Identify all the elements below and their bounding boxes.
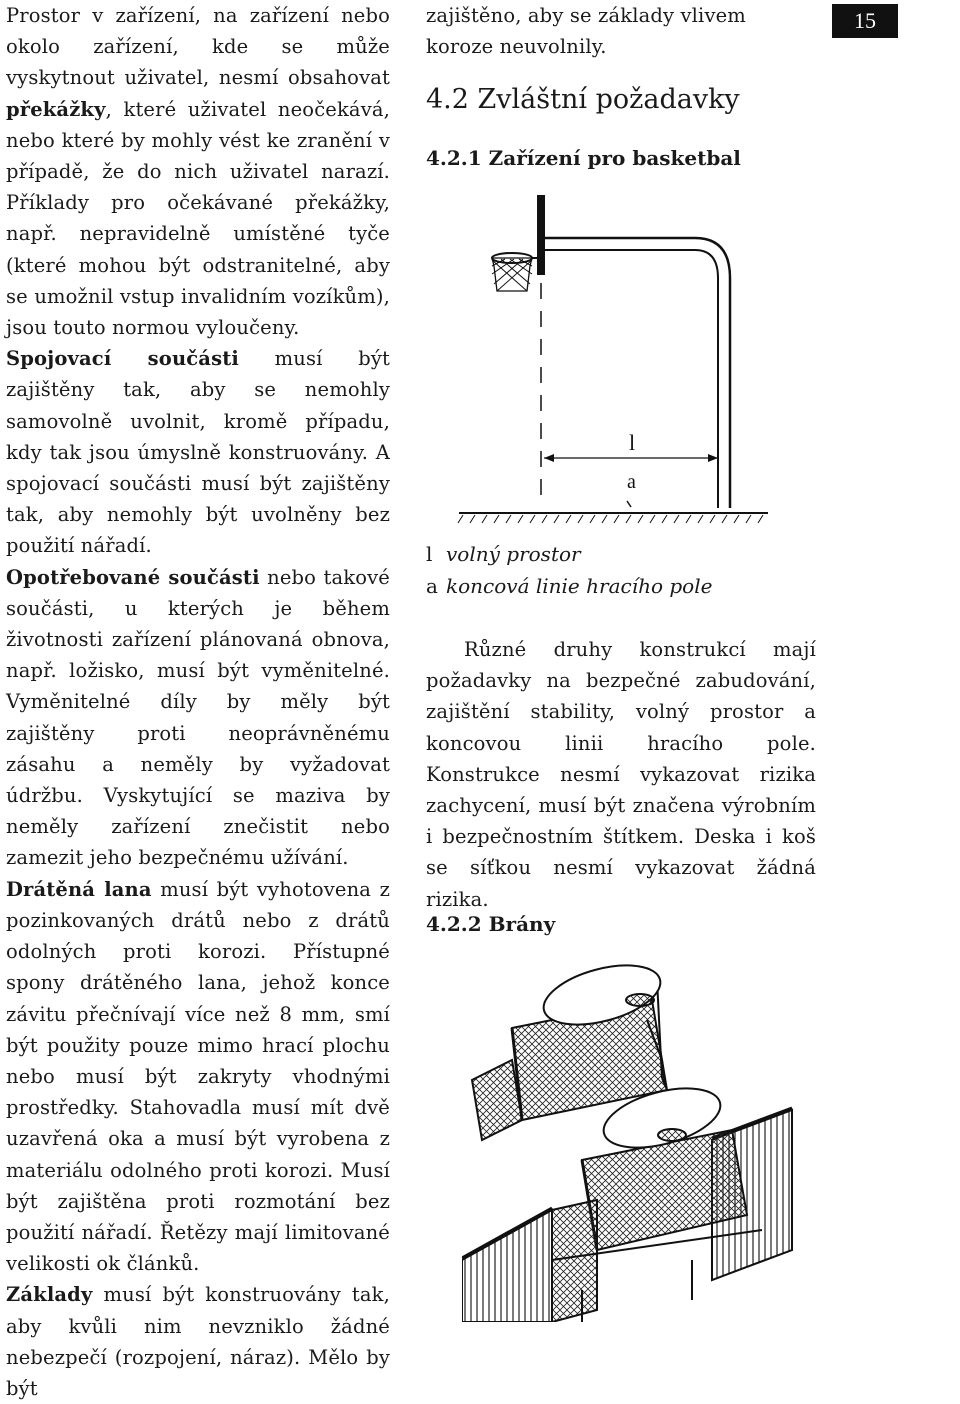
goal-frames-figure xyxy=(462,960,798,1322)
paragraph-constructions: Různé druhy konstrukcí mají požadavky na bezpečné zabudování, zajištění stability, volný prostor a koncovou linii hracího pole. Konstrukce nesmí vykazovat rizika zachycení, musí být značena výrobním i bezpečnostním štítkem. Deska i koš se síťkou nesmí vykazovat žádná rizika. xyxy=(426,638,816,911)
label-l: l xyxy=(629,430,636,455)
paragraph-fasteners: Spojovací součásti musí být zajištěny tak, aby se nemohly samovolně uvolnit, kromě případu, kdy tak jsou úmyslně konstruovány. A spojovací součásti musí být zajištěny tak, aby nemohly být uvolněny bez použití nářadí. xyxy=(6,347,390,558)
left-column xyxy=(6,0,390,1404)
label-a: a xyxy=(627,471,636,493)
pole xyxy=(544,238,730,508)
pole-inner xyxy=(544,250,718,508)
paragraph-wear-parts: Opotřebované součásti nebo takové součásti, u kterých je během životnosti zařízení plánovaná obnova, např. ložisko, musí být vyměnitelné. Vyměnitelné díly by měly být zajištěny proti neoprávněnému zásahu a neměly by vyžadovat údržbu. Vyskytující se maziva by neměly zařízení znečistit nebo zamezit jeho bezpečnému užívání. xyxy=(6,565,390,870)
backboard xyxy=(538,196,544,274)
term-wear-parts: Opotřebované součásti xyxy=(6,565,260,589)
paragraph-foundations: Základy musí být konstruovány tak, aby kvůli nim nevzniklo žádné nebezpečí (rozpojení, náraz). Mělo by být xyxy=(6,1283,390,1400)
term-wire-ropes: Drátěná lana xyxy=(6,877,152,901)
paragraph-corrosion: zajištěno, aby se základy vlivem koroze neuvolnily. xyxy=(426,4,746,59)
legend-item-l: l volný prostor xyxy=(426,542,581,566)
legend-item-a: a koncová linie hracího pole xyxy=(426,574,713,598)
term-fasteners: Spojovací součásti xyxy=(6,347,239,371)
right-column-middle xyxy=(426,634,816,915)
term-obstacles: překážky xyxy=(6,97,106,121)
page-number: 15 xyxy=(832,4,898,38)
paragraph-obstacles: Prostor v zařízení, na zařízení nebo okolo zařízení, kde se může vyskytnout uživatel, nesmí obsahovat překážky, které uživatel neočekává, nebo které by mohly vést ke zranění v případě, že do nich uživatel narazí. Příklady pro očekávané překážky, např. nepravidelně umístěné tyče (které mohou být odstranitelné, aby se umožnil vstup invalidním vozíkům), jsou touto normou vyloučeny. xyxy=(6,4,390,340)
right-column-top xyxy=(426,0,816,62)
heading-special-requirements: 4.2 Zvláštní požadavky xyxy=(426,84,740,115)
heading-basketball: 4.2.1 Zařízení pro basketbal xyxy=(426,146,741,170)
heading-goals: 4.2.2 Brány xyxy=(426,912,556,936)
term-foundations: Základy xyxy=(6,1283,93,1307)
paragraph-wire-ropes: Drátěná lana musí být vyhotovena z pozinkovaných drátů nebo z drátů odolných proti korozi. Přístupné spony drátěného lana, jehož konce závitu přečnívají více než 8 mm, smí být použity pouze mimo hrací plochu nebo musí být zakryty vhodnými prostředky. Stahovadla musí mít dvě uzavřená oka a musí být vyrobena z materiálu odolného proti korozi. Musí být zajištěna proti rozmotání bez použití nářadí. Řetězy mají limitované velikosti ok článků. xyxy=(6,877,390,1276)
basketball-hoop-figure xyxy=(455,188,775,528)
